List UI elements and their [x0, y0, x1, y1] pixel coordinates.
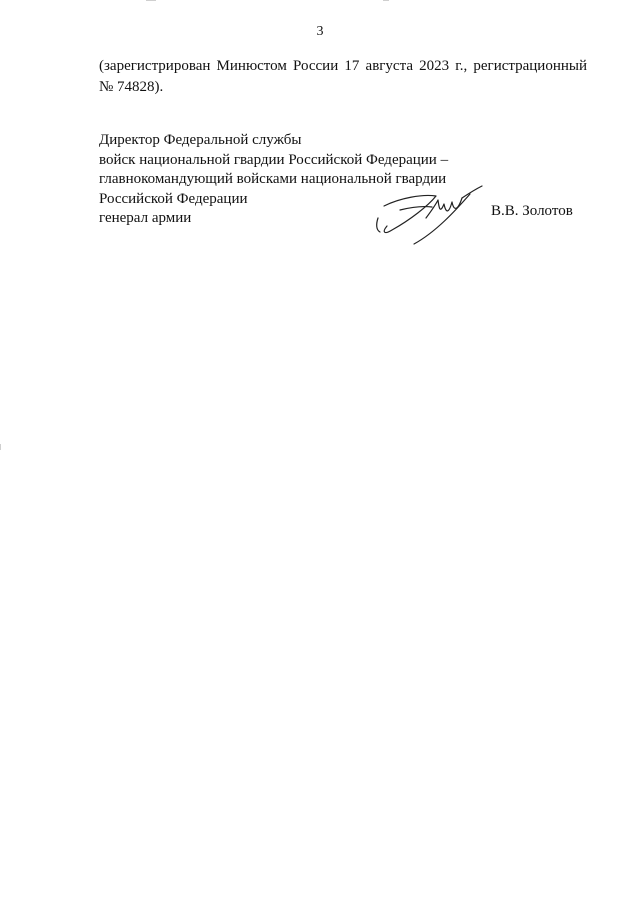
scan-edge-mark: [0, 444, 1, 450]
signatory-title-line-3: главнокомандующий войсками национальной гвардии: [99, 171, 447, 187]
registration-note: (зарегистрирован Минюстом России 17 августа 2023 г., регистрационный № 74828).: [99, 58, 587, 95]
scan-edge-mark: [383, 0, 389, 1]
signatory-rank: генерал армии: [99, 210, 192, 226]
signatory-title-line-2: войск национальной гвардии Российской Федерации –: [99, 151, 449, 168]
signatory-title-line-1: Директор Федеральной службы: [99, 132, 302, 148]
page-number: 3: [316, 24, 324, 39]
signer-name: В.В. Золотов: [491, 203, 573, 219]
scan-edge-mark: [146, 0, 156, 1]
signatory-title-line-4: Российской Федерации: [99, 190, 248, 207]
handwritten-signature: [370, 180, 488, 248]
